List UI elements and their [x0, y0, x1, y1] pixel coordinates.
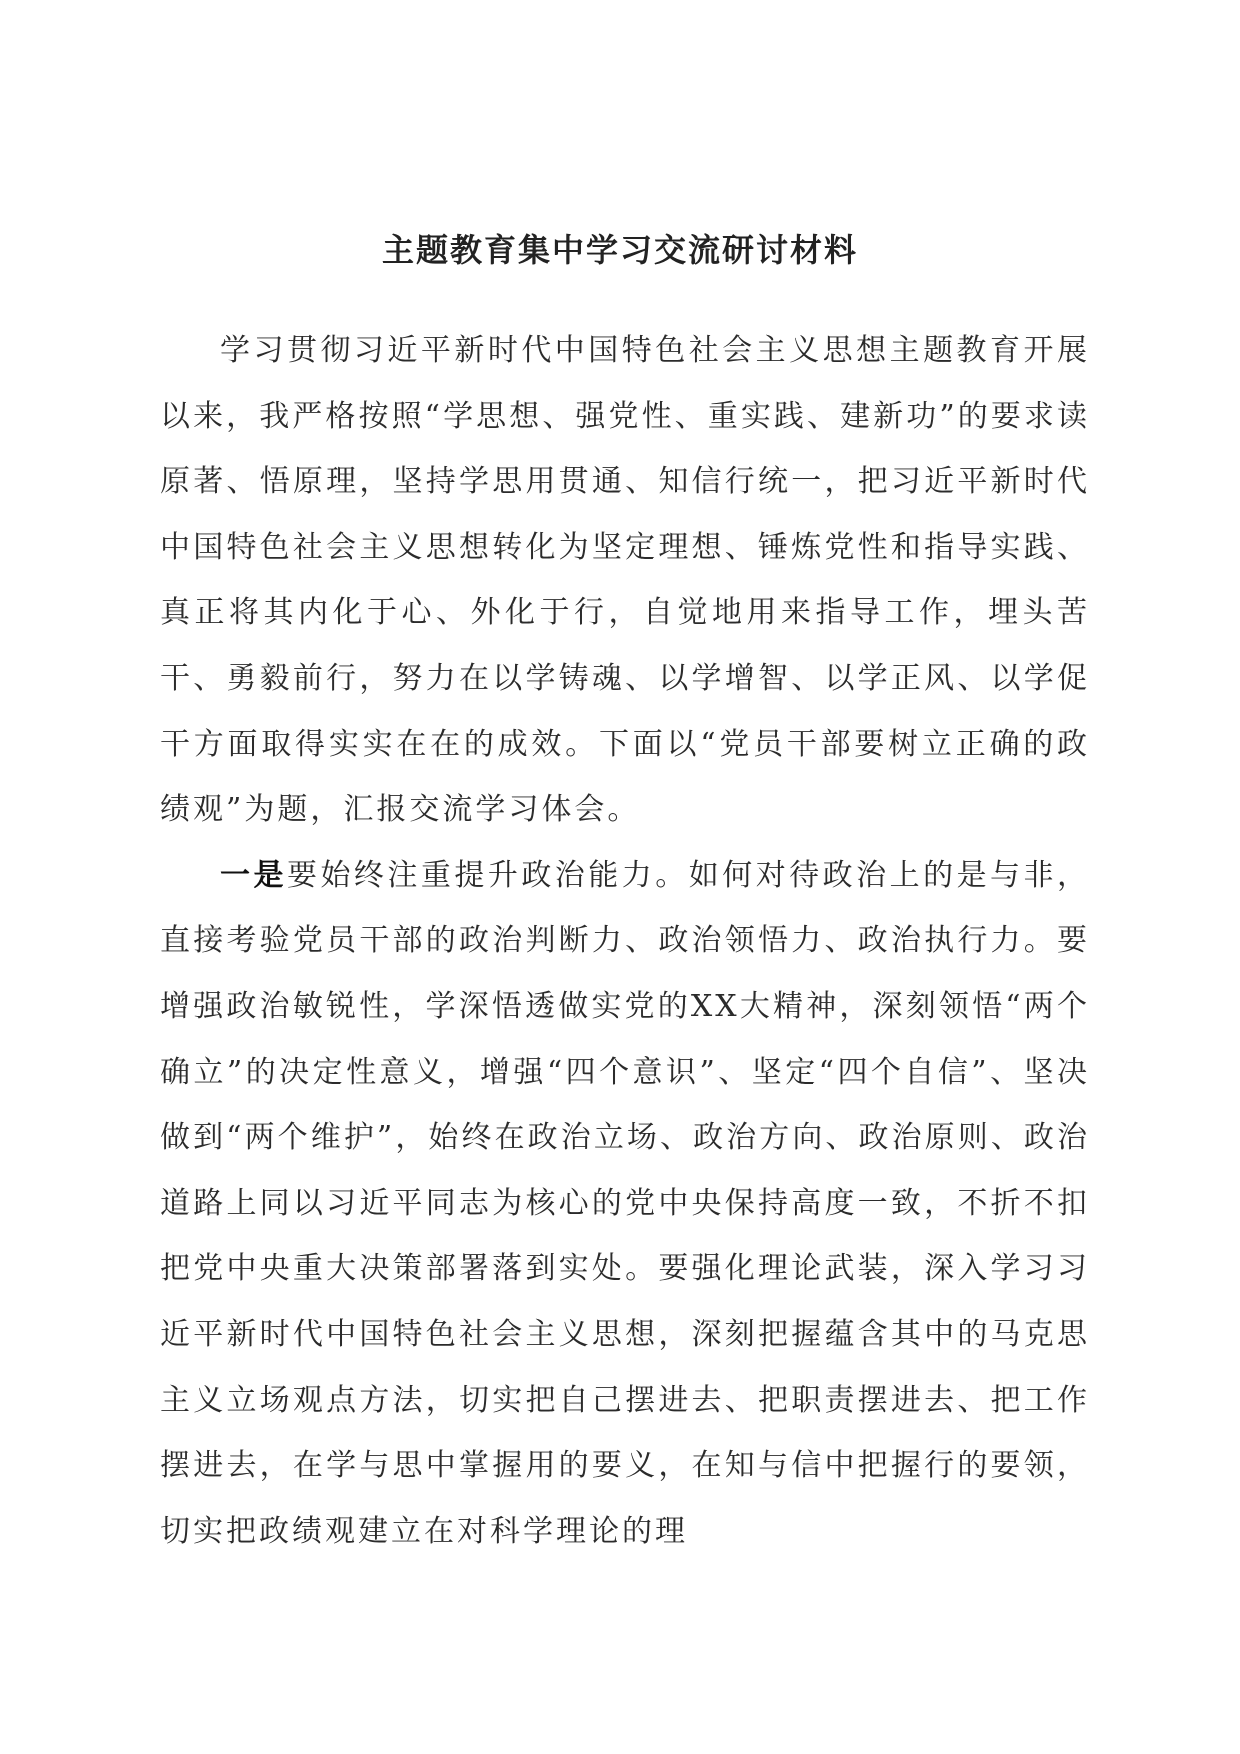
- document-title: 主题教育集中学习交流研讨材料: [381, 231, 858, 269]
- paragraph-point-one-lead: 一是: [220, 857, 287, 893]
- paragraph-point-one: [160, 843, 1090, 1565]
- paragraph-intro-text: 学习贯彻习近平新时代中国特色社会主义思想主题教育开展以来，我严格按照“学思想、强党性、重实践、建新功”的要求读原著、悟原理，坚持学思用贯通、知信行统一，把习近平新时代中国特色社会主义思想转化为坚定理想、锤炼党性和指导实践、真正将其内化于心、外化于行，自觉地用来指导工作，埋头苦干、勇毅前行，努力在以学铸魂、以学增智、以学正风、以学促干方面取得实实在在的成效。下面以“党员干部要树立正确的政绩观”为题，汇报交流学习体会。: [160, 333, 1090, 828]
- paragraph-intro: [160, 318, 1090, 843]
- paragraph-point-one-text: 要始终注重提升政治能力。如何对待政治上的是与非，直接考验党员干部的政治判断力、政治领悟力、政治执行力。要增强政治敏锐性，学深悟透做实党的XX大精神，深刻领悟“两个确立”的决定性意义，增强“四个意识”、坚定“四个自信”、坚决做到“两个维护”，始终在政治立场、政治方向、政治原则、政治道路上同以习近平同志为核心的党中央保持高度一致，不折不扣把党中央重大决策部署落到实处。要强化理论武装，深入学习习近平新时代中国特色社会主义思想，深刻把握蕴含其中的马克思主义立场观点方法，切实把自己摆进去、把职责摆进去、把工作摆进去，在学与思中掌握用的要义，在知与信中把握行的要领，切实把政绩观建立在对科学理论的理: [160, 857, 1091, 1549]
- document-body: [160, 318, 1090, 1564]
